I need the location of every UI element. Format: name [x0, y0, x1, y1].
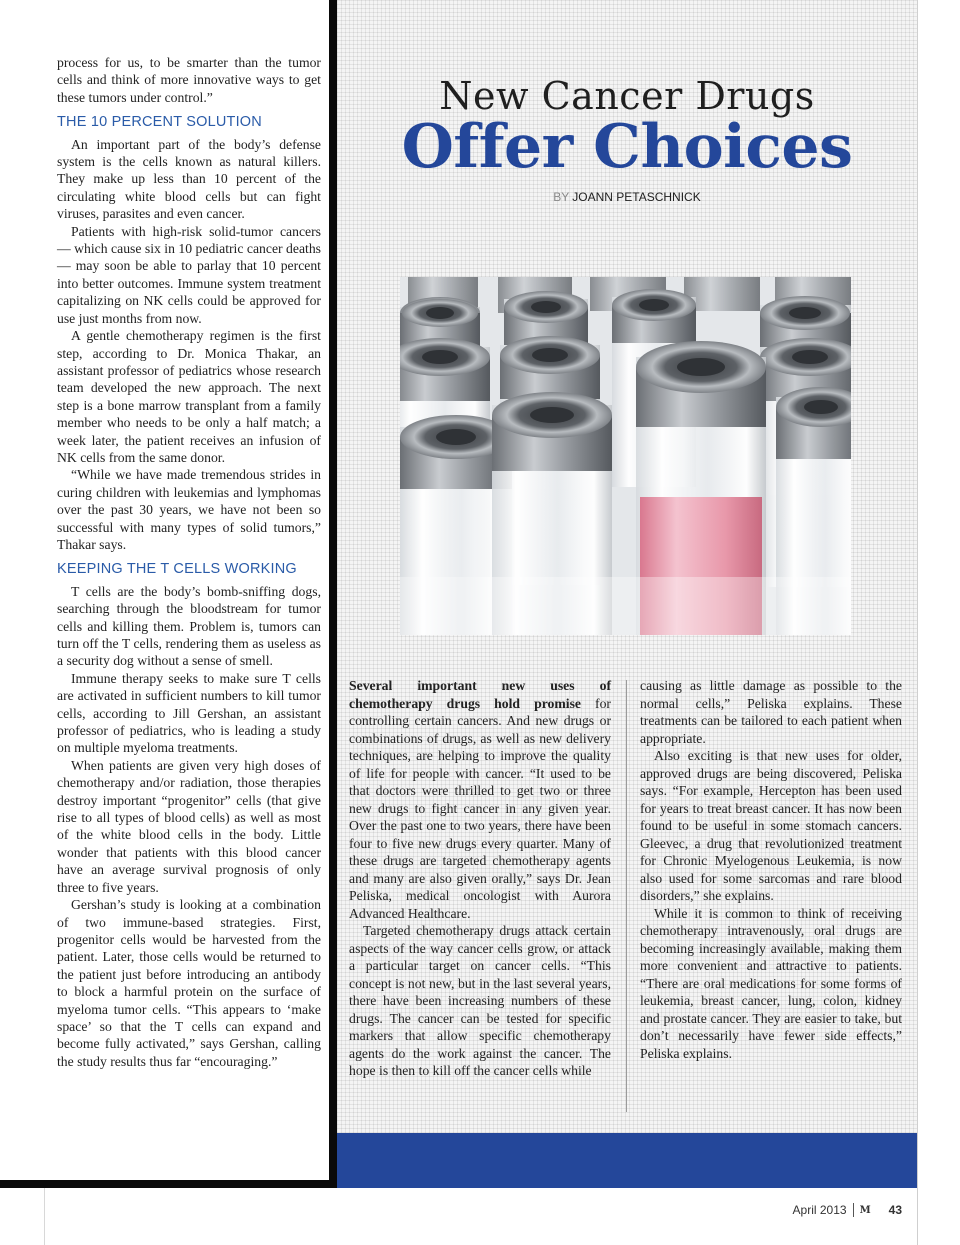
paragraph: Gershan’s study is looking at a combination of two immune-based strategies. First, progenitor cells would be harvested from the patient. Later, those cells would be returned to the patient just before introducing an antibody to block a harmful protein on the surface of myeloma tumor cells. “This appears to ‘make space’ so that the T cells can expand and become fully activated,” says Gershan, calling the study results thus far “encouraging.” — [57, 897, 321, 1069]
footer-separator — [853, 1203, 854, 1217]
column-divider — [626, 680, 627, 1112]
page-edge-line-left — [44, 1188, 45, 1245]
byline-author: JOANN PETASCHNICK — [572, 190, 701, 204]
paragraph: An important part of the body’s defense system is the cells known as natural killers. They make up less than 10 percent of the circulating white blood cells but can fight viruses, parasites and even cancer. — [57, 136, 321, 222]
article-column-1 — [349, 677, 611, 1080]
lead-paragraph-text: for controlling certain cancers. And new drugs or combinations of drugs, as well as new delivery techniques, are helping to improve the quality of life for people with cancer. “It used to be that doctors were thrilled to get two or three new drugs to fight cancer in any given year. Over the past one to two years, there have been four to five new drugs every quarter. Many of these drugs are targeted chemotherapy agents and many are also given orally,” says Dr. Jean Peliska, medical oncologist with Aurora Advanced Healthcare. — [349, 695, 611, 921]
vials-photo — [400, 277, 851, 635]
paragraph: causing as little damage as possible to the normal cells,” Peliska explains. These treatments can be tailored to each patient when appropriate. — [640, 678, 902, 746]
paragraph: Immune therapy seeks to make sure T cells are activated in sufficient numbers to kill tumor cells, according to Jill Gershan, an assistant professor of pediatrics, who is leading a study on multiple myeloma treatments. — [57, 670, 321, 756]
paragraph: Targeted chemotherapy drugs attack certain aspects of the way cancer cells grow, or attack a particular target on cancer cells. “This concept is not new, but in the last several years, there have been increasing numbers of these drugs. The cancer can be tested for specific markers that allow specific chemotherapy agents do the work against the cancer. The hope is then to kill off the cancer cells while — [349, 923, 611, 1078]
headline-line1: New Cancer Drugs — [439, 74, 815, 118]
left-column — [57, 54, 321, 1070]
lead-in: Several important new uses of chemotherapy drugs hold promise — [349, 678, 611, 711]
article-column-2 — [640, 677, 902, 1062]
paragraph: A gentle chemotherapy regimen is the first step, according to Dr. Monica Thakar, an assistant professor of pediatrics whose research team developed the new approach. The next step is a bone marrow transplant from a family member who needs to be only a half match; a week later, the patient receives an infusion of NK cells from the same donor. — [57, 328, 321, 465]
decorative-blue-bar — [337, 1133, 917, 1188]
byline-prefix: BY — [553, 190, 570, 204]
paragraph: Also exciting is that new uses for older, approved drugs are being discovered, Peliska says. “For example, Hercepton has been used for years to treat breast cancer. It has now been found to be useful in some stomach cancers. Gleevec, a drug that revolutionized treatment for Chronic Myelogenous Leukemia, is now also used for some sarcomas and rare blood disorders,” she explains. — [640, 748, 902, 903]
page-number: 43 — [888, 1203, 902, 1217]
vials-illustration — [400, 277, 851, 635]
paragraph: While it is common to think of receiving chemotherapy intravenously, oral drugs are becoming increasingly available, making them more convenient and attractive to patients. “There are oral medications for some forms of leukemia, breast cancer, lung, colon, kidney and prostate cancer. They are easier to take, but don’t necessarily have fewer side effects,” Peliska explains. — [640, 905, 902, 1061]
vertical-divider — [329, 0, 337, 1188]
byline — [337, 190, 917, 204]
lead-paragraph — [349, 677, 611, 922]
section-heading-t-cells: KEEPING THE T CELLS WORKING — [57, 561, 297, 578]
paragraph: When patients are given very high doses of chemotherapy and/or radiation, those therapies destroy important “progenitor” cells (that give rise to all types of blood cells) as well as most of the white blood cells in the body. Little wonder that patients with this blood cancer have an average survival prognosis of only three to five years. — [57, 757, 321, 895]
issue-date: April 2013 — [792, 1203, 847, 1217]
page-edge-line — [917, 0, 918, 1245]
section-heading-10-percent: THE 10 PERCENT SOLUTION — [57, 114, 262, 131]
headline-line2: Offer Choices — [401, 112, 853, 182]
bottom-divider — [0, 1180, 337, 1188]
paragraph: T cells are the body’s bomb-sniffing dogs, searching through the bloodstream for tumor cells and killing them. Problem is, tumors can turn off the T cells, rendering them as useless as a security dog without a sense of smell. — [57, 583, 321, 669]
magazine-logo: M — [859, 1204, 871, 1216]
continued-paragraph: process for us, to be smarter than the tumor cells and think of more innovative ways to get these tumors under control.” — [57, 55, 321, 105]
page-footer — [793, 1203, 902, 1217]
paragraph: “While we have made tremendous strides in curing children with leukemias and lymphomas over the past 30 years, we have not been so successful with many types of solid tumors,” Thakar says. — [57, 467, 321, 552]
paragraph: Patients with high-risk solid-tumor cancers — which cause six in 10 pediatric cancer deaths — may soon be able to parlay that 10 percent into better outcomes. Immune system treatment capitalizing on NK cells could be approved for use just months from now. — [57, 223, 321, 326]
